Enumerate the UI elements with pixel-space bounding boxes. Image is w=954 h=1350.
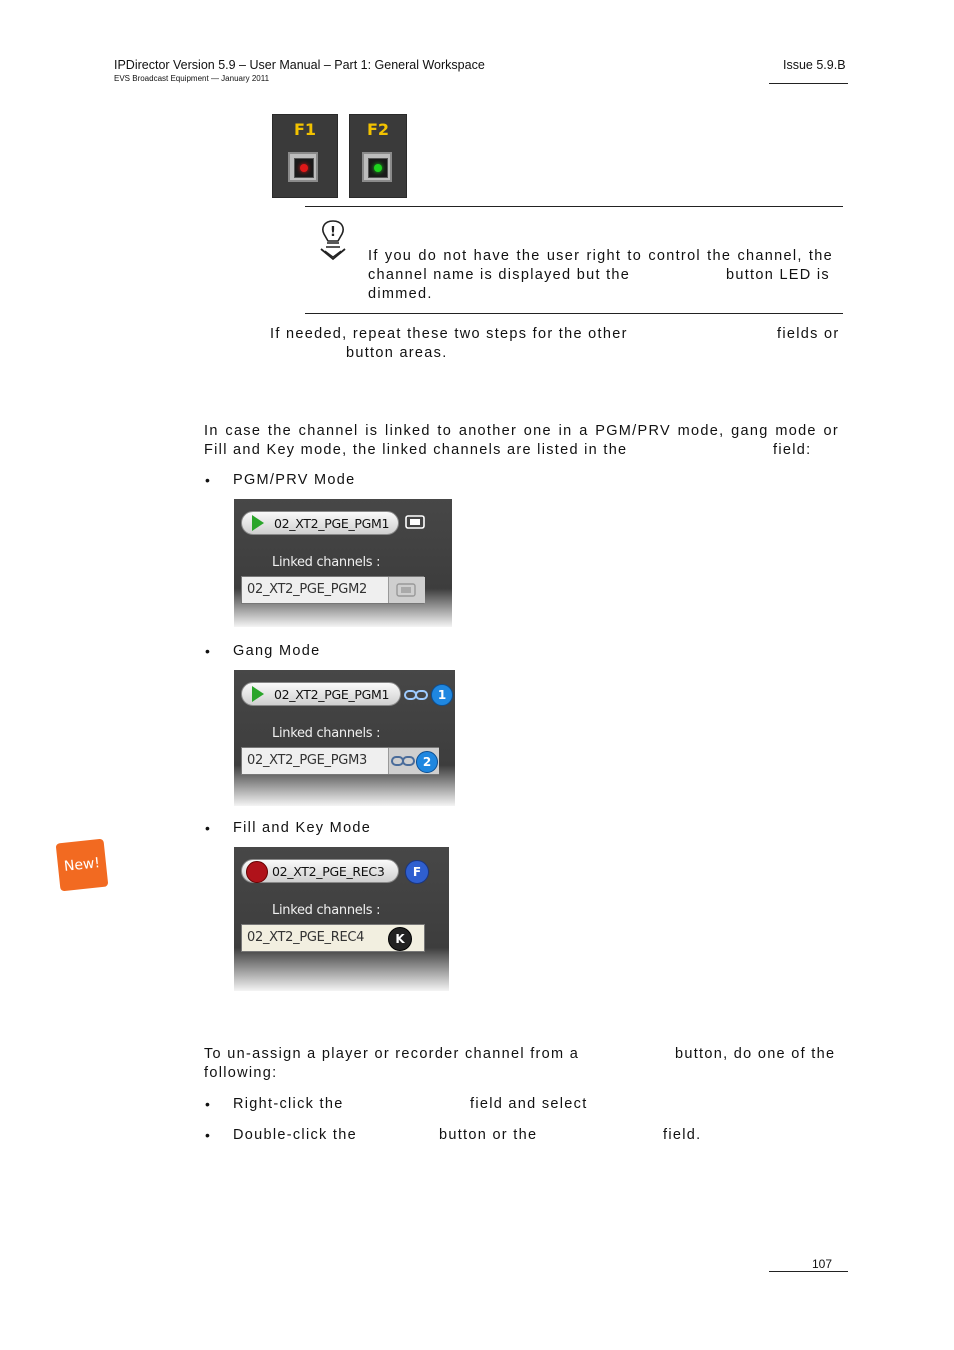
bullet-icon: •	[205, 820, 210, 836]
linked-intro-line-2a: Fill and Key mode, the linked channels are listed in the	[204, 442, 628, 458]
linked-status-area	[388, 748, 439, 774]
channel-pill	[241, 511, 399, 535]
chain-link-icon	[391, 755, 415, 767]
bullet-icon: •	[205, 1127, 210, 1143]
linked-channel-box	[241, 924, 425, 952]
header-title: IPDirector Version 5.9 – User Manual – Part 1: General Workspace	[114, 58, 485, 72]
f2-key	[349, 114, 407, 198]
f2-key-button	[362, 152, 392, 182]
channel-pill	[241, 859, 399, 883]
f1-key-button	[288, 152, 318, 182]
note-line-3: dimmed.	[368, 286, 433, 302]
unassign-item-2a: Double-click the	[233, 1127, 357, 1143]
play-icon	[252, 515, 264, 531]
bullet-icon: •	[205, 472, 210, 488]
unassign-line-2: following:	[204, 1065, 278, 1081]
f2-key-label: F2	[366, 120, 390, 139]
mode-label-fill-key: Fill and Key Mode	[233, 820, 372, 836]
f1-key-label: F1	[293, 120, 317, 139]
unassign-item-2b: button or the	[439, 1127, 538, 1143]
pgm-prv-icon	[405, 514, 425, 535]
unassign-line-1b: button, do one of the	[675, 1046, 836, 1062]
f1-key	[272, 114, 338, 198]
svg-text:!: !	[330, 225, 336, 240]
linked-channel-box	[241, 747, 439, 775]
pgm-prv-panel	[234, 499, 452, 627]
pgm-prv-icon	[396, 583, 416, 597]
linked-channels-label: Linked channels :	[272, 726, 381, 741]
linked-channels-label: Linked channels :	[272, 555, 381, 570]
bullet-icon: •	[205, 643, 210, 659]
new-badge: New!	[56, 839, 109, 892]
channel-name: 02_XT2_PGE_PGM1	[274, 687, 390, 702]
gang-panel	[234, 670, 455, 806]
note-line-2a: channel name is displayed but the	[368, 267, 631, 283]
key-badge: K	[388, 927, 412, 951]
record-icon	[246, 861, 268, 883]
linked-channel-name: 02_XT2_PGE_PGM3	[247, 753, 367, 768]
channel-name: 02_XT2_PGE_REC3	[272, 864, 385, 879]
unassign-item-1b: field and select	[470, 1096, 588, 1112]
linked-channel-name: 02_XT2_PGE_REC4	[247, 930, 365, 945]
note-line-1: If you do not have the user right to control the channel, the	[368, 248, 833, 264]
fill-key-panel	[234, 847, 449, 991]
repeat-line-1b: fields or	[777, 326, 840, 342]
f2-led-icon	[374, 164, 382, 172]
play-icon	[252, 686, 264, 702]
fill-badge: F	[405, 860, 429, 884]
unassign-line-1a: To un-assign a player or recorder channel from a	[204, 1046, 580, 1062]
note-icon	[316, 219, 350, 266]
header-issue: Issue 5.9.B	[783, 58, 846, 72]
linked-intro-line-2b: field:	[773, 442, 812, 458]
header-rule	[769, 83, 848, 84]
channel-pill	[241, 682, 401, 706]
chain-link-icon	[404, 688, 428, 706]
mode-label-pgm-prv: PGM/PRV Mode	[233, 472, 356, 488]
note-bottom-rule	[305, 313, 843, 314]
linked-channel-name: 02_XT2_PGE_PGM2	[247, 582, 367, 597]
note-line-2b: button LED is	[726, 267, 830, 283]
repeat-line-1a: If needed, repeat these two steps for the other	[270, 326, 628, 342]
repeat-line-2: button areas.	[346, 345, 448, 361]
channel-name: 02_XT2_PGE_PGM1	[274, 516, 390, 531]
linked-channels-label: Linked channels :	[272, 903, 381, 918]
page-number: 107	[812, 1257, 833, 1271]
gang-number-badge: 2	[416, 751, 438, 773]
footer-rule	[769, 1271, 848, 1272]
unassign-item-1a: Right-click the	[233, 1096, 344, 1112]
linked-status-area	[388, 577, 425, 603]
gang-number-badge: 1	[431, 684, 453, 706]
note-top-rule	[305, 206, 843, 207]
unassign-item-2c: field.	[663, 1127, 702, 1143]
f1-led-icon	[300, 164, 308, 172]
bullet-icon: •	[205, 1096, 210, 1112]
linked-channel-box	[241, 576, 424, 604]
linked-intro-line-1: In case the channel is linked to another one in a PGM/PRV mode, gang mode or	[204, 423, 839, 439]
header-subtitle: EVS Broadcast Equipment — January 2011	[114, 74, 270, 83]
mode-label-gang: Gang Mode	[233, 643, 321, 659]
